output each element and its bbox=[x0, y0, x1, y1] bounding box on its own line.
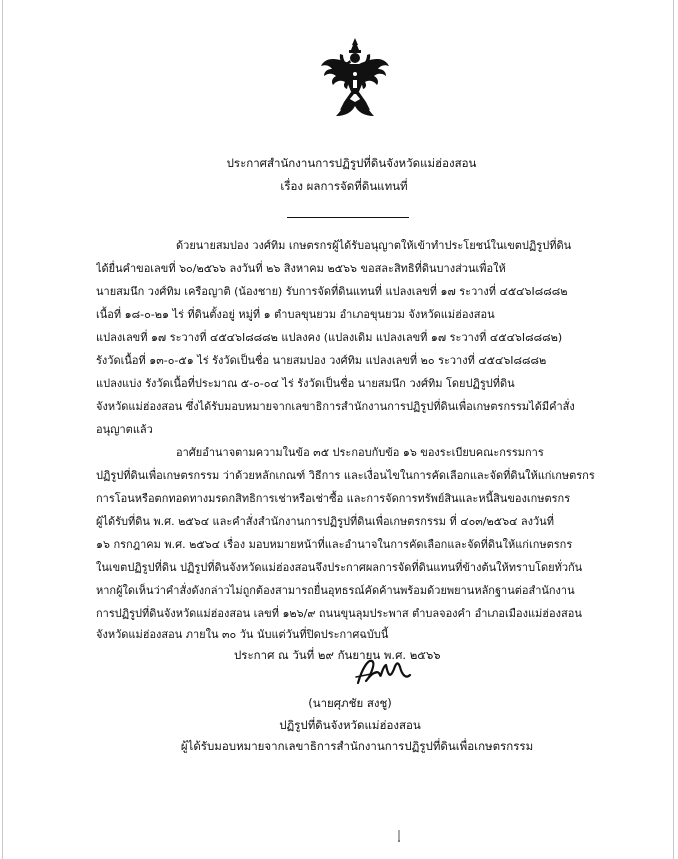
paragraph1-line: แปลงเลขที่ ๑๗ ระวางที่ ๔๕๔๖I๘๘๘๒ แปลงคง (แปลงเดิม แปลงเลขที่ ๑๗ ระวางที่ ๔๕๔๖I๘๘๘๒) bbox=[96, 331, 563, 344]
announcement-date: ประกาศ ณ วันที่ ๒๙ กันยายน พ.ศ. ๒๕๖๖ bbox=[234, 648, 441, 662]
paragraph2-line: ผู้ได้รับที่ดิน พ.ศ. ๒๕๖๔ และคำสั่งสำนักงานการปฏิรูปที่ดินเพื่อเกษตรกรรม ที่ ๔๐๓/๒๕๖๔ ลงวันที่ bbox=[96, 515, 554, 528]
paragraph2-line: ในเขตปฏิรูปที่ดิน ปฏิรูปที่ดินจังหวัดแม่ฮ่องสอนจึงประกาศผลการจัดที่ดินแทนที่ข้างต้นให้ทราบโดยทั่วกัน bbox=[96, 561, 583, 574]
paragraph1-line: แปลงแบ่ง รังวัดเนื้อที่ประมาณ ๕-๐-๐๔ ไร่ รังวัดเป็นชื่อ นายสมนึก วงศ์ทิม โดยปฏิรูปที่ดิน bbox=[96, 377, 515, 390]
paragraph1-line: ด้วยนายสมปอง วงศ์ทิม เกษตรกรผู้ได้รับอนุญาตให้เข้าทำประโยชน์ในเขตปฏิรูปที่ดิน bbox=[176, 239, 572, 252]
paragraph2-line: ปฏิรูปที่ดินเพื่อเกษตรกรรม ว่าด้วยหลักเกณฑ์ วิธีการ และเงื่อนไขในการคัดเลือกและจัดที่ดินให้แก่เกษตรกร bbox=[96, 469, 595, 482]
signatory-position: ปฏิรูปที่ดินจังหวัดแม่ฮ่องสอน bbox=[279, 718, 421, 732]
handwritten-signature bbox=[352, 655, 414, 689]
paragraph1-line: ได้ยื่นคำขอเลขที่ ๖๐/๒๕๖๖ ลงวันที่ ๒๖ สิงหาคม ๒๕๖๖ ขอสละสิทธิที่ดินบางส่วนเพื่อให้ bbox=[96, 262, 506, 275]
announcement-title: ประกาศสำนักงานการปฏิรูปที่ดินจังหวัดแม่ฮ่องสอน bbox=[226, 156, 477, 170]
paragraph1-line: รังวัดเนื้อที่ ๑๓-๐-๕๑ ไร่ รังวัดเป็นชื่อ นายสมปอง วงศ์ทิม แปลงเลขที่ ๒๐ ระวางที่ ๔๕๔๖I๘๘๘๒ bbox=[96, 354, 547, 367]
paragraph1-line: นายสมนึก วงศ์ทิม เครือญาติ (น้องชาย) รับการจัดที่ดินแทนที่ แปลงเลขที่ ๑๗ ระวางที่ ๔๕๔๖I๘๘๘๒ bbox=[96, 285, 568, 298]
paragraph2-line: ๑๖ กรกฎาคม พ.ศ. ๒๕๖๔ เรื่อง มอบหมายหน้าที่และอำนาจในการคัดเลือกและจัดที่ดินให้แก่เกษตรกร bbox=[96, 538, 573, 551]
paragraph2-line: หากผู้ใดเห็นว่าคำสั่งดังกล่าวไม่ถูกต้องสามารถยื่นอุทธรณ์คัดค้านพร้อมด้วยพยานหลักฐานต่อสำนักงาน bbox=[96, 584, 575, 597]
paragraph2-line: การโอนหรือตกทอดทางมรดกสิทธิการเช่าหรือเช่าซื้อ และการจัดการทรัพย์สินและหนี้สินของเกษตรกร bbox=[96, 492, 571, 505]
paragraph1-line: เนื้อที่ ๑๘-๐-๒๑ ไร่ ที่ดินตั้งอยู่ หมู่ที่ ๑ ตำบลขุนยวม อำเภอขุนยวม จังหวัดแม่ฮ่องสอน bbox=[96, 308, 495, 321]
signatory-name: (นายศุภชัย สงชู) bbox=[308, 696, 392, 710]
paragraph2-line: จังหวัดแม่ฮ่องสอน ภายใน ๓๐ วัน นับแต่วันที่ปิดประกาศฉบับนี้ bbox=[96, 628, 389, 641]
paragraph1-line: จังหวัดแม่ฮ่องสอน ซึ่งได้รับมอบหมายจากเลขาธิการสำนักงานการปฏิรูปที่ดินเพื่อเกษตรกรรมได้มีคำสั่ง bbox=[96, 400, 575, 413]
scan-mark bbox=[396, 830, 402, 842]
paragraph2-line: การปฏิรูปที่ดินจังหวัดแม่ฮ่องสอน เลขที่ ๑๒๖/๙ ถนนขุนลุมประพาส ตำบลจองคำ อำเภอเมืองแม่ฮ่องสอน bbox=[96, 607, 582, 620]
garuda-emblem-icon bbox=[318, 36, 392, 120]
announcement-subject: เรื่อง ผลการจัดที่ดินแทนที่ bbox=[280, 179, 408, 193]
paragraph1-line: อนุญาตแล้ว bbox=[96, 423, 153, 436]
paragraph2-line: อาศัยอำนาจตามความในข้อ ๓๕ ประกอบกับข้อ ๑๖ ของระเบียบคณะกรรมการ bbox=[176, 446, 544, 459]
signatory-authority: ผู้ได้รับมอบหมายจากเลขาธิการสำนักงานการปฏิรูปที่ดินเพื่อเกษตรกรรม bbox=[180, 739, 534, 753]
title-divider bbox=[287, 217, 409, 218]
